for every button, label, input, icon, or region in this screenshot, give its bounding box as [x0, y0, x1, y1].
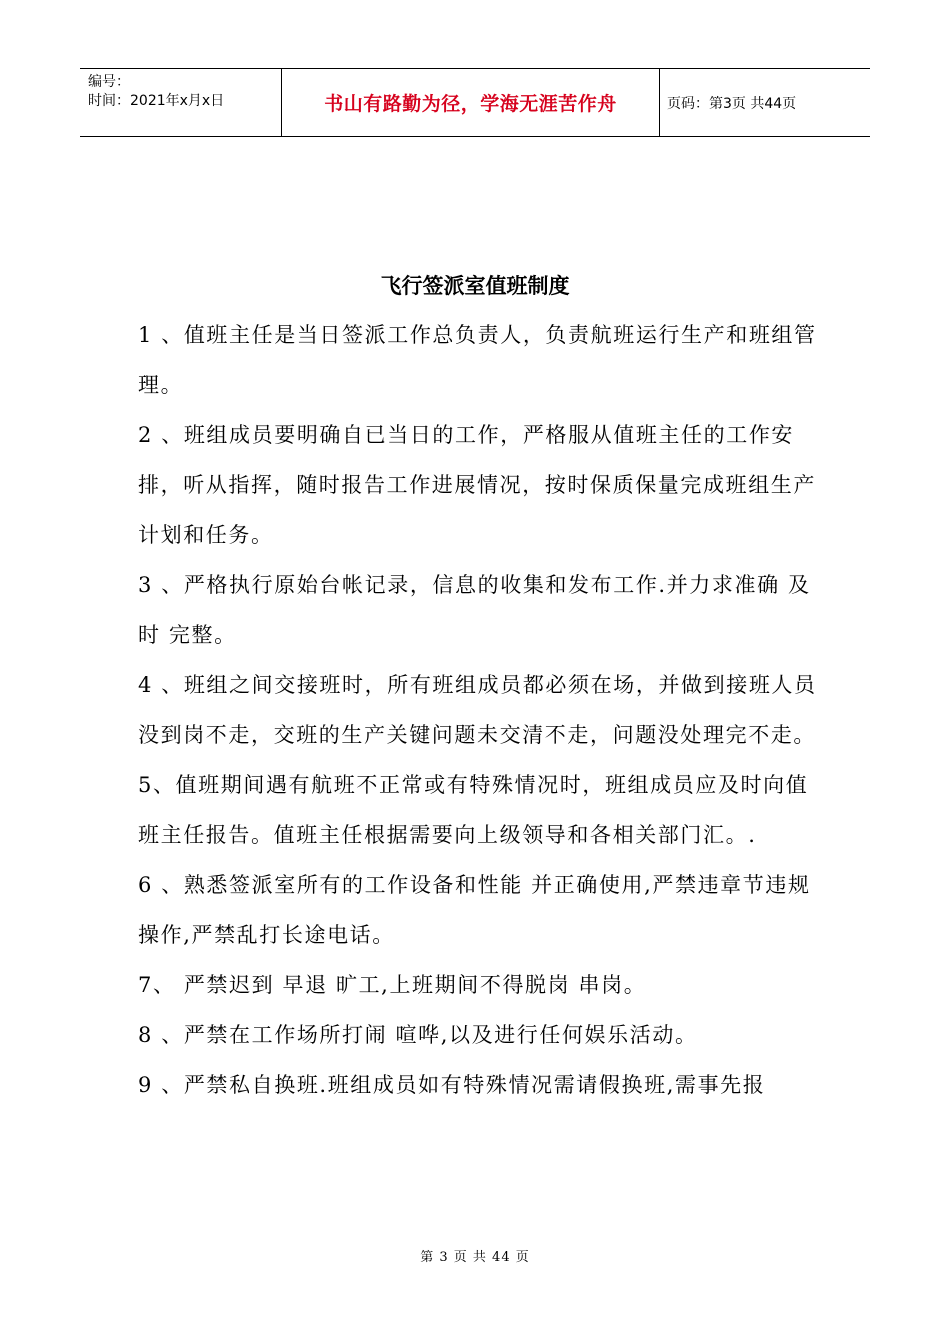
- paragraph-1: 1 、值班主任是当日签派工作总负责人，负责航班运行生产和班组管理。: [138, 323, 817, 397]
- paragraph-3: 3 、严格执行原始台帐记录，信息的收集和发布工作.并力求准确 及时 完整。: [138, 573, 811, 647]
- paragraph-8: 8 、严禁在工作场所打闹 喧哗,以及进行任何娱乐活动。: [138, 1023, 698, 1047]
- paragraph-4: 4 、班组之间交接班时，所有班组成员都必须在场，并做到接班人员没到岗不走，交班的生产关键问题未交清不走，问题没处理完不走。: [138, 673, 817, 747]
- paragraph-5: 5、值班期间遇有航班不正常或有特殊情况时，班组成员应及时向值班主任报告。值班主任根据需要向上级领导和各相关部门汇。.: [138, 773, 809, 847]
- paragraph-7: 7、 严禁迟到 早退 旷工,上班期间不得脱岗 串岗。: [138, 973, 647, 997]
- header-motto: 书山有路勤为径，学海无涯苦作舟: [282, 69, 660, 136]
- page-footer: 第 3 页 共 44 页: [420, 1250, 530, 1265]
- paragraph-6: 6 、熟悉签派室所有的工作设备和性能 并正确使用,严禁违章节违规操作,严禁乱打长途电话。: [138, 873, 811, 947]
- paragraph-2: 2 、班组成员要明确自已当日的工作，严格服从值班主任的工作安排，听从指挥，随时报告工作进展情况，按时保质保量完成班组生产计划和任务。: [138, 423, 816, 547]
- document-number-label: 编号：: [88, 74, 130, 90]
- page-header: [80, 68, 870, 137]
- header-meta: [80, 69, 282, 136]
- paragraph-9: 9 、严禁私自换班.班组成员如有特殊情况需请假换班,需事先报: [138, 1073, 766, 1097]
- document-date-label: 时间：2021年x月x日: [88, 93, 225, 109]
- document-body: [138, 310, 818, 1110]
- header-page-info: 页码：第3页 共44页: [667, 95, 797, 112]
- document-title: 飞行签派室值班制度: [380, 274, 570, 298]
